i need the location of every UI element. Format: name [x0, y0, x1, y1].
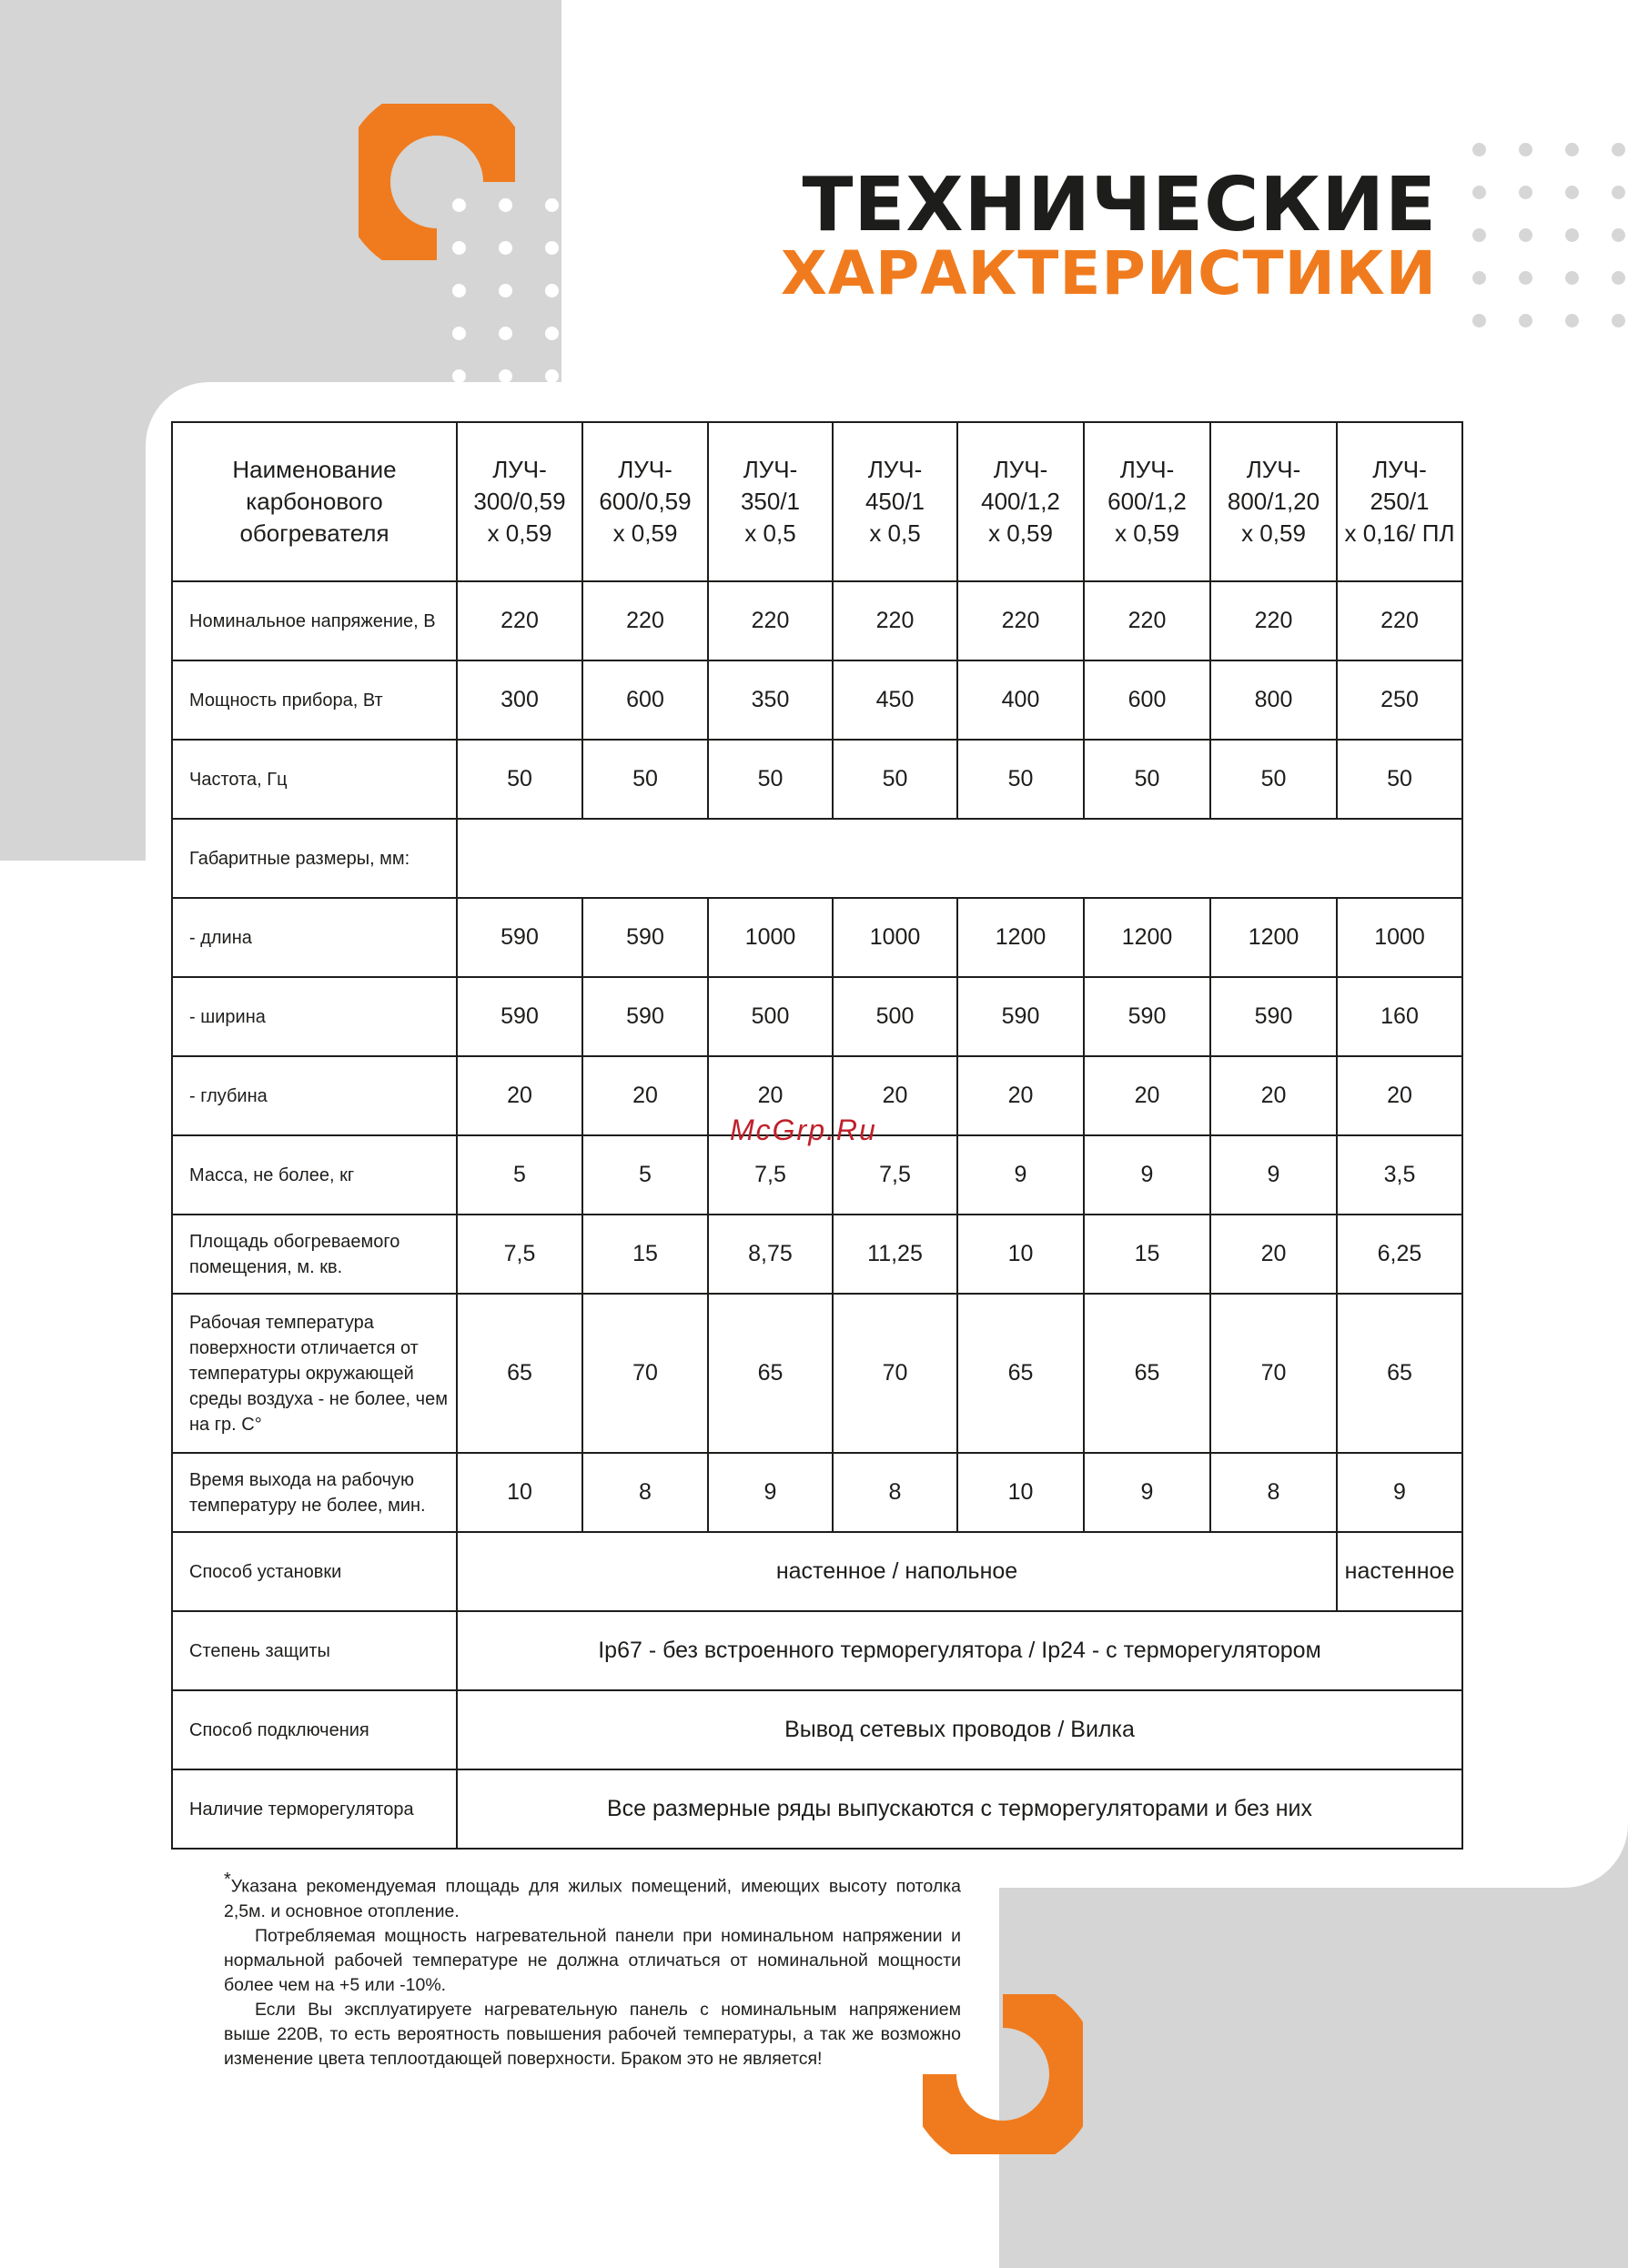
table-row	[172, 740, 1462, 819]
table-row	[172, 1532, 1462, 1611]
table-cell: 65	[1337, 1294, 1462, 1453]
table-cell: 7,5	[708, 1135, 833, 1215]
spec-table-body	[172, 581, 1462, 1532]
dot-grid-left	[452, 198, 559, 383]
table-cell: 590	[957, 977, 1084, 1056]
table-cell: 50	[708, 740, 833, 819]
table-cell: 65	[457, 1294, 582, 1453]
table-cell: 20	[708, 1056, 833, 1135]
table-cell: 220	[457, 581, 582, 660]
table-cell: 590	[1084, 977, 1210, 1056]
table-cell: 800	[1210, 660, 1337, 740]
table-cell: 9	[1337, 1453, 1462, 1532]
table-cell: 450	[833, 660, 957, 740]
table-cell: 250	[1337, 660, 1462, 740]
table-cell: 20	[1337, 1056, 1462, 1135]
table-cell: 300	[457, 660, 582, 740]
table-cell: 50	[1337, 740, 1462, 819]
row-label: - глубина	[172, 1056, 457, 1135]
empty-cell	[457, 819, 1462, 898]
table-cell: 220	[1084, 581, 1210, 660]
table-cell: 9	[1084, 1135, 1210, 1215]
table-cell: 8,75	[708, 1215, 833, 1294]
model-header: ЛУЧ- 800/1,20 х 0,59	[1210, 422, 1337, 581]
table-cell: 590	[1210, 977, 1337, 1056]
watermark: McGrp.Ru	[730, 1114, 877, 1146]
table-cell: 400	[957, 660, 1084, 740]
row-label: Номинальное напряжение, В	[172, 581, 457, 660]
table-cell: 70	[1210, 1294, 1337, 1453]
row-label: Способ установки	[172, 1532, 457, 1611]
table-cell: 10	[957, 1215, 1084, 1294]
header-label: Наименование карбонового обогревателя	[172, 422, 457, 581]
table-cell: 50	[1210, 740, 1337, 819]
table-cell: 20	[457, 1056, 582, 1135]
table-cell: 8	[1210, 1453, 1337, 1532]
table-cell: 10	[457, 1453, 582, 1532]
table-row	[172, 1294, 1462, 1453]
table-row	[172, 1215, 1462, 1294]
table-cell: 590	[582, 898, 708, 977]
table-cell: 500	[833, 977, 957, 1056]
table-row	[172, 977, 1462, 1056]
row-label: Площадь обогреваемого помещения, м. кв.	[172, 1215, 457, 1294]
table-cell: 20	[957, 1056, 1084, 1135]
table-cell: 1200	[957, 898, 1084, 977]
table-cell: 5	[457, 1135, 582, 1215]
table-cell: 11,25	[833, 1215, 957, 1294]
protection-value: Ip67 - без встроенного терморегулятора / Ip24 - с терморегулятором	[457, 1611, 1462, 1690]
dot-grid-right	[1472, 143, 1625, 328]
table-cell: 1000	[708, 898, 833, 977]
model-header: ЛУЧ- 600/1,2 х 0,59	[1084, 422, 1210, 581]
header-row	[172, 422, 1462, 581]
table-cell: 8	[582, 1453, 708, 1532]
table-cell: 220	[582, 581, 708, 660]
model-header: ЛУЧ- 300/0,59 х 0,59	[457, 422, 582, 581]
table-cell: 65	[957, 1294, 1084, 1453]
table-cell: 65	[1084, 1294, 1210, 1453]
table-row	[172, 581, 1462, 660]
table-cell: 9	[957, 1135, 1084, 1215]
row-label: Наличие терморегулятора	[172, 1769, 457, 1849]
table-row	[172, 660, 1462, 740]
table-cell: 20	[582, 1056, 708, 1135]
table-row	[172, 898, 1462, 977]
row-label: Масса, не более, кг	[172, 1135, 457, 1215]
table-cell: 50	[582, 740, 708, 819]
table-row	[172, 1453, 1462, 1532]
row-label: Частота, Гц	[172, 740, 457, 819]
table-cell: 3,5	[1337, 1135, 1462, 1215]
model-header: ЛУЧ- 350/1 х 0,5	[708, 422, 833, 581]
table-cell: 50	[1084, 740, 1210, 819]
table-row	[172, 1769, 1462, 1849]
table-row	[172, 1135, 1462, 1215]
table-cell: 8	[833, 1453, 957, 1532]
footnote-1: *Указана рекомендуемая площадь для жилых помещений, имеющих высоту потолка 2,5м. и основное отопление.	[224, 1870, 961, 1921]
footnotes	[224, 1868, 961, 2071]
table-cell: 1200	[1210, 898, 1337, 977]
table-cell: 220	[708, 581, 833, 660]
table-cell: 6,25	[1337, 1215, 1462, 1294]
table-cell: 70	[833, 1294, 957, 1453]
row-label: - ширина	[172, 977, 457, 1056]
table-cell: 20	[833, 1056, 957, 1135]
table-cell: 10	[957, 1453, 1084, 1532]
table-cell: 7,5	[833, 1135, 957, 1215]
install-value-last: настенное	[1337, 1532, 1462, 1611]
row-label: Рабочая температура поверхности отличается от температуры окружающей среды воздуха - не более, чем на гр. С°	[172, 1294, 457, 1453]
connection-value: Вывод сетевых проводов / Вилка	[457, 1690, 1462, 1769]
table-cell: 9	[1210, 1135, 1337, 1215]
table-cell: 9	[1084, 1453, 1210, 1532]
table-cell: 600	[1084, 660, 1210, 740]
table-cell: 220	[1337, 581, 1462, 660]
table-cell: 50	[833, 740, 957, 819]
table-cell: 5	[582, 1135, 708, 1215]
table-cell: 15	[1084, 1215, 1210, 1294]
table-cell: 15	[582, 1215, 708, 1294]
table-cell: 7,5	[457, 1215, 582, 1294]
table-cell: 160	[1337, 977, 1462, 1056]
table-cell: 20	[1210, 1215, 1337, 1294]
table-cell: 50	[957, 740, 1084, 819]
table-cell: 1000	[1337, 898, 1462, 977]
table-cell: 220	[957, 581, 1084, 660]
page-title-line-2: ХАРАКТЕРИСТИКИ	[781, 238, 1437, 308]
table-cell: 590	[582, 977, 708, 1056]
install-value: настенное / напольное	[457, 1532, 1337, 1611]
footnote-3: Если Вы эксплуатируете нагревательную панель с номинальным напряжением выше 220В, то есть вероятность повышения рабочей температуры, а так же возможно изменение цвета теплоотдающей поверхности. Браком это не является!	[224, 1999, 961, 2069]
model-header: ЛУЧ- 600/0,59 х 0,59	[582, 422, 708, 581]
table-cell: 65	[708, 1294, 833, 1453]
table-cell: 50	[457, 740, 582, 819]
model-header: ЛУЧ- 250/1 х 0,16/ ПЛ	[1337, 422, 1462, 581]
table-cell: 500	[708, 977, 833, 1056]
table-cell: 20	[1210, 1056, 1337, 1135]
table-row	[172, 1611, 1462, 1690]
table-cell: 600	[582, 660, 708, 740]
table-cell: 1000	[833, 898, 957, 977]
page-title-line-1: ТЕХНИЧЕСКИЕ	[802, 162, 1437, 248]
table-cell: 70	[582, 1294, 708, 1453]
table-row	[172, 819, 1462, 898]
row-label: Габаритные размеры, мм:	[172, 819, 457, 898]
row-label: Мощность прибора, Вт	[172, 660, 457, 740]
table-cell: 9	[708, 1453, 833, 1532]
table-row	[172, 1690, 1462, 1769]
row-label: - длина	[172, 898, 457, 977]
row-label: Время выхода на рабочую температуру не более, мин.	[172, 1453, 457, 1532]
table-cell: 220	[833, 581, 957, 660]
table-cell: 350	[708, 660, 833, 740]
table-cell: 590	[457, 977, 582, 1056]
thermostat-value: Все размерные ряды выпускаются с терморегуляторами и без них	[457, 1769, 1462, 1849]
table-cell: 20	[1084, 1056, 1210, 1135]
model-header: ЛУЧ- 400/1,2 х 0,59	[957, 422, 1084, 581]
row-label: Степень защиты	[172, 1611, 457, 1690]
row-label: Способ подключения	[172, 1690, 457, 1769]
table-cell: 220	[1210, 581, 1337, 660]
model-header: ЛУЧ- 450/1 х 0,5	[833, 422, 957, 581]
table-cell: 590	[457, 898, 582, 977]
footnote-2: Потребляемая мощность нагревательной панели при номинальном напряжении и нормальной рабочей температуре не должна отличаться от номинальной мощности более чем на +5 или -10%.	[224, 1925, 961, 1995]
table-cell: 1200	[1084, 898, 1210, 977]
